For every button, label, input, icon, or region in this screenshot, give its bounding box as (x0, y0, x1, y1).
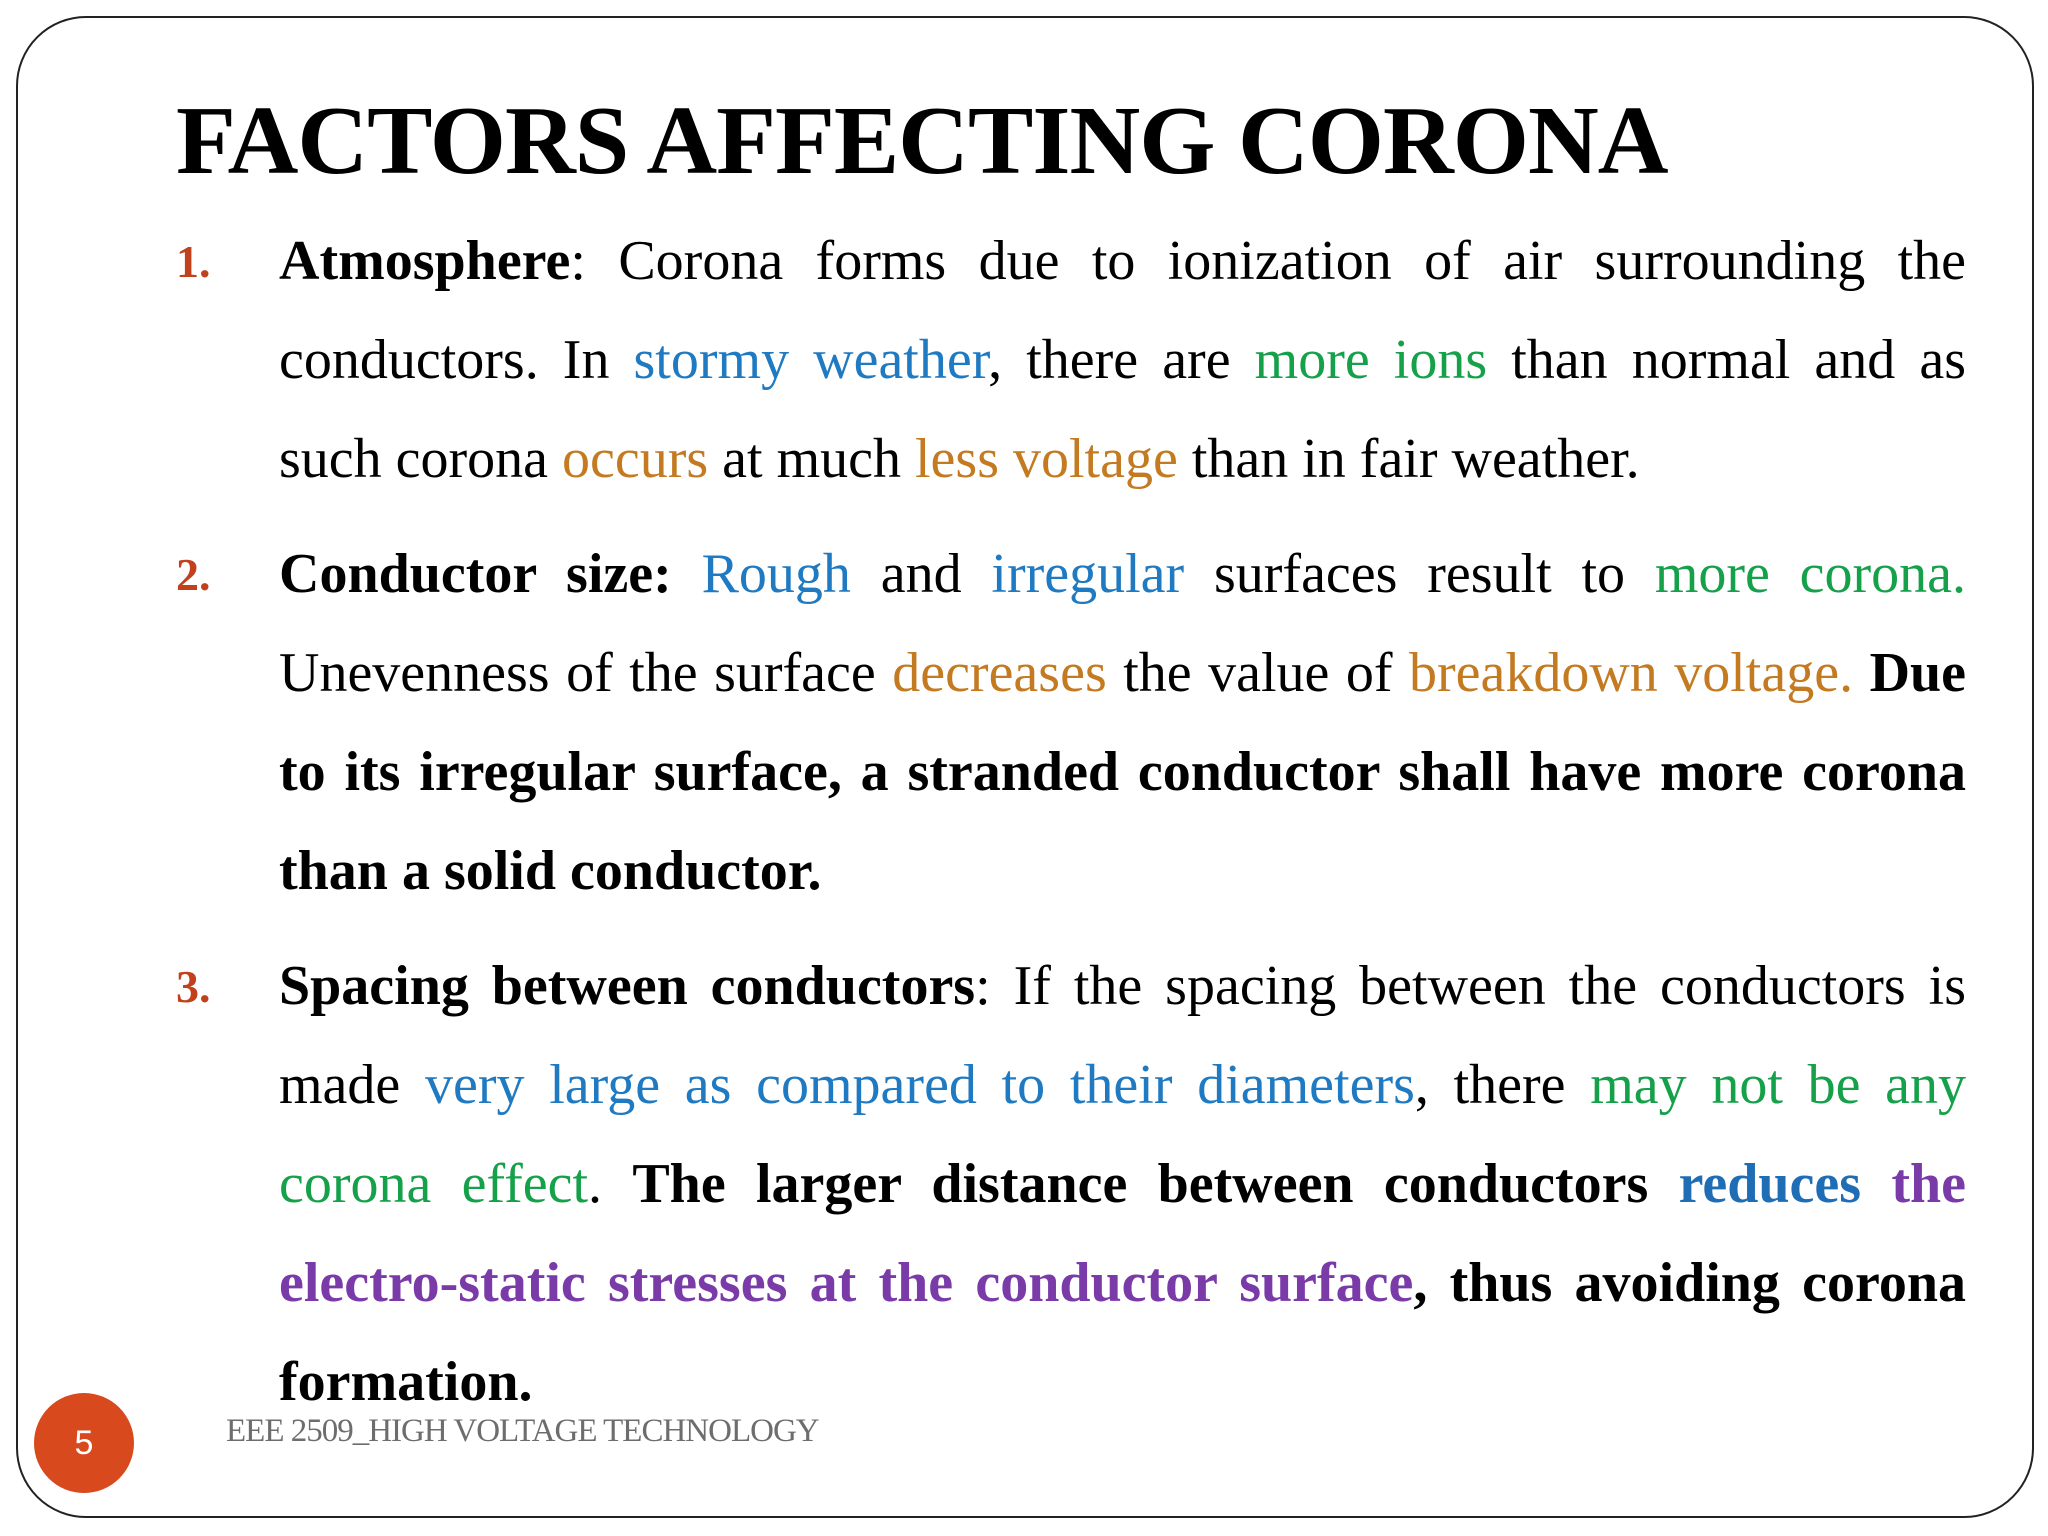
item-heading: Atmosphere (279, 230, 571, 292)
highlight-decreases: decreases (892, 642, 1107, 704)
item-text: than normal and as such corona (279, 329, 1966, 490)
item-text: the value of (1106, 642, 1409, 704)
list-item-spacing (176, 937, 1966, 1432)
highlight-very-large: very large as compared to their diameters (424, 1054, 1415, 1116)
item-number: 1. (176, 236, 211, 287)
slide-footer: EEE 2509_HIGH VOLTAGE TECHNOLOGY (226, 1413, 819, 1449)
list-item-atmosphere (176, 212, 1966, 509)
bold-statement: The larger distance between conductors (632, 1153, 1679, 1215)
item-text (1853, 642, 1869, 704)
item-text: , there (1414, 1054, 1591, 1116)
factor-list (176, 212, 1966, 1432)
highlight-irregular: irregular (991, 543, 1185, 605)
item-text (1861, 1153, 1891, 1215)
highlight-more-corona: more corona. (1654, 543, 1967, 605)
item-number: 3. (176, 961, 211, 1012)
item-heading: Conductor size: (279, 543, 672, 605)
bold-statement: Due to its irregular surface, a stranded conductor shall have more corona than a solid conductor. (279, 642, 1967, 902)
list-item-conductor-size (176, 525, 1966, 921)
bold-statement: , thus avoiding corona formation. (279, 1252, 1966, 1413)
slide-title: FACTORS AFFECTING CORONA (176, 87, 1668, 195)
item-number: 2. (176, 549, 211, 600)
item-text: than in fair weather. (1177, 428, 1640, 490)
highlight-stormy-weather: stormy weather (633, 329, 989, 391)
highlight-reduces: reduces (1678, 1153, 1862, 1215)
item-text: , there are (988, 329, 1255, 391)
item-heading: Spacing between conductors (279, 955, 976, 1017)
item-text (672, 543, 702, 605)
item-text: and (850, 543, 992, 605)
highlight-electrostatic-stresses: the electro-static stresses at the conductor surface (279, 1153, 1966, 1314)
highlight-no-corona-effect: may not be any corona effect (279, 1054, 1967, 1215)
highlight-more-ions: more ions (1254, 329, 1488, 391)
item-text: at much (708, 428, 915, 490)
highlight-less-voltage: less voltage (915, 428, 1178, 490)
item-text: surfaces result to (1184, 543, 1655, 605)
item-text: : Corona forms due to ionization of air surrounding the conductors. In (279, 230, 1966, 391)
highlight-occurs: occurs (562, 428, 709, 490)
item-text: Unevenness of the surface (279, 642, 893, 704)
highlight-rough: Rough (701, 543, 851, 605)
item-text: : If the spacing between the conductors is made (279, 955, 1967, 1116)
item-text: . (588, 1153, 633, 1215)
highlight-breakdown-voltage: breakdown voltage. (1408, 642, 1854, 704)
slide-number-badge: 5 (34, 1393, 134, 1493)
